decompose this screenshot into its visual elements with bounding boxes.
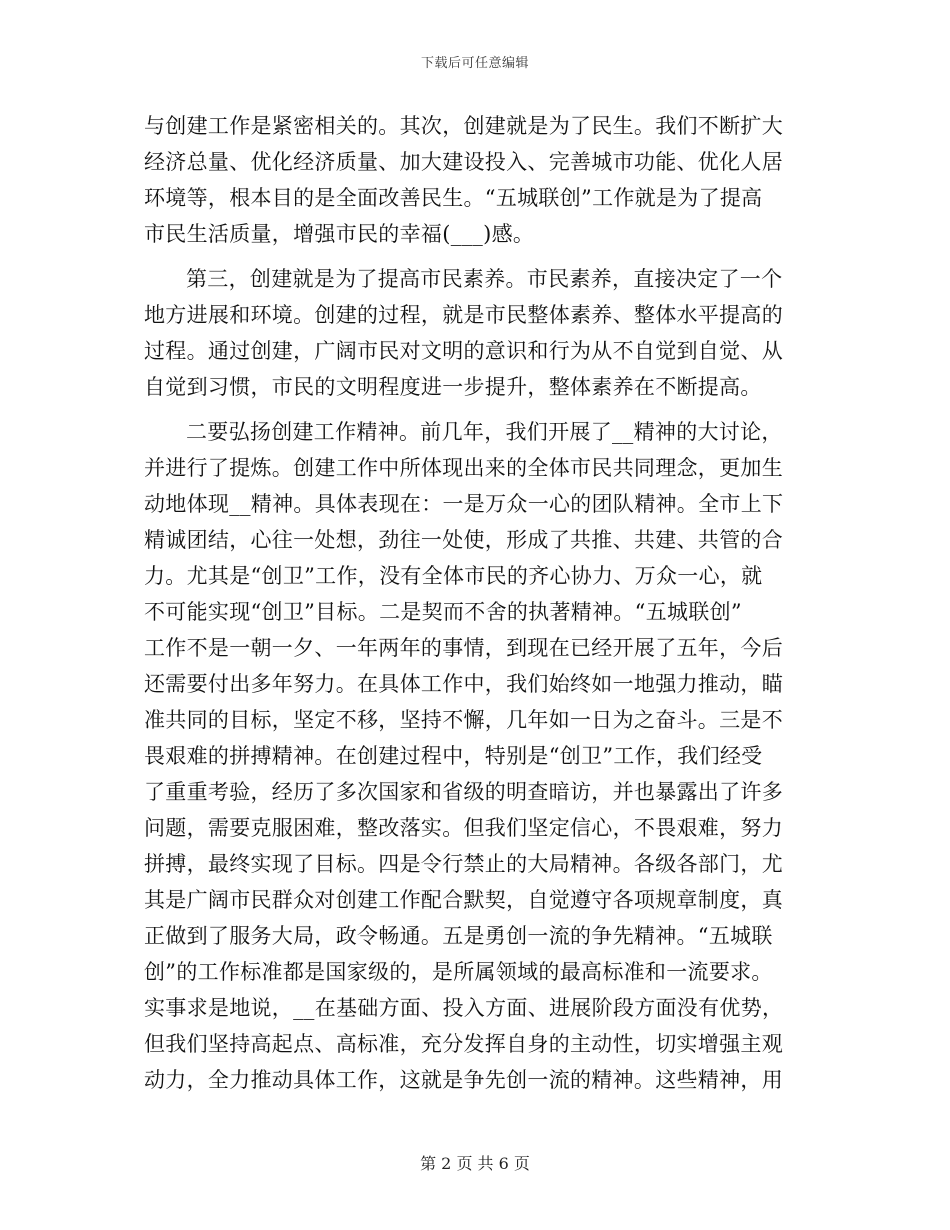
text-line: 拼搏，最终实现了目标。四是令行禁止的大局精神。各级各部门，尤: [144, 852, 783, 876]
text-line: 实事求是地说，__在基础方面、投入方面、进展阶段方面没有优势，: [144, 996, 784, 1020]
text-line: 不可能实现“创卫”目标。二是契而不舍的执著精神。“五城联创”: [144, 600, 742, 624]
text-line: 市民生活质量，增强市民的幸福(___)感。: [144, 222, 535, 246]
text-line: 经济总量、优化经济质量、加大建设投入、完善城市功能、优化人居: [144, 150, 783, 174]
text-line: 环境等，根本目的是全面改善民生。“五城联创”工作就是为了提高: [144, 186, 763, 210]
text-line: 正做到了服务大局，政令畅通。五是勇创一流的争先精神。“五城联: [144, 924, 773, 948]
text-line: 与创建工作是紧密相关的。其次，创建就是为了民生。我们不断扩大: [144, 114, 783, 138]
text-line: 还需要付出多年努力。在具体工作中，我们始终如一地强力推动，瞄: [144, 672, 783, 696]
text-line: 工作不是一朝一夕、一年两年的事情，到现在已经开展了五年，今后: [144, 636, 783, 660]
text-line: 地方进展和环境。创建的过程，就是市民整体素养、整体水平提高的: [144, 303, 783, 327]
text-line: 精诚团结，心往一处想，劲往一处使，形成了共推、共建、共管的合: [144, 528, 783, 552]
text-line: 力。尤其是“创卫”工作，没有全体市民的齐心协力、万众一心，就: [144, 564, 763, 588]
text-line: 自觉到习惯，市民的文明程度进一步提升，整体素养在不断提高。: [144, 375, 762, 399]
text-line: 动力，全力推动具体工作，这就是争先创一流的精神。这些精神，用: [144, 1068, 783, 1092]
document-body: [144, 108, 800, 1098]
text-line: 并进行了提炼。创建工作中所体现出来的全体市民共同理念，更加生: [144, 456, 783, 480]
text-line: 动地体现__精神。具体表现在：一是万众一心的团队精神。全市上下: [144, 492, 784, 516]
text-line: 问题，需要克服困难，整改落实。但我们坚定信心，不畏艰难，努力: [144, 816, 783, 840]
text-line: 其是广阔市民群众对创建工作配合默契，自觉遵守各项规章制度，真: [144, 888, 783, 912]
text-line: 畏艰难的拼搏精神。在创建过程中，特别是“创卫”工作，我们经受: [144, 744, 763, 768]
text-line: 但我们坚持高起点、高标准，充分发挥自身的主动性，切实增强主观: [144, 1032, 783, 1056]
text-line: 创”的工作标准都是国家级的，是所属领域的最高标准和一流要求。: [144, 960, 773, 984]
text-line: 了重重考验，经历了多次国家和省级的明查暗访，并也暴露出了许多: [144, 780, 783, 804]
page-header: 下载后可任意编辑: [420, 56, 529, 71]
paragraph-start-line: 二要弘扬创建工作精神。前几年，我们开展了__精神的大讨论，: [186, 420, 783, 444]
paragraph-start-line: 第三，创建就是为了提高市民素养。市民素养，直接决定了一个: [186, 267, 783, 291]
text-line: 过程。通过创建，广阔市民对文明的意识和行为从不自觉到自觉、从: [144, 339, 783, 363]
page-number-footer: 第 2 页 共 6 页: [420, 1154, 530, 1173]
text-line: 准共同的目标，坚定不移，坚持不懈，几年如一日为之奋斗。三是不: [144, 708, 783, 732]
